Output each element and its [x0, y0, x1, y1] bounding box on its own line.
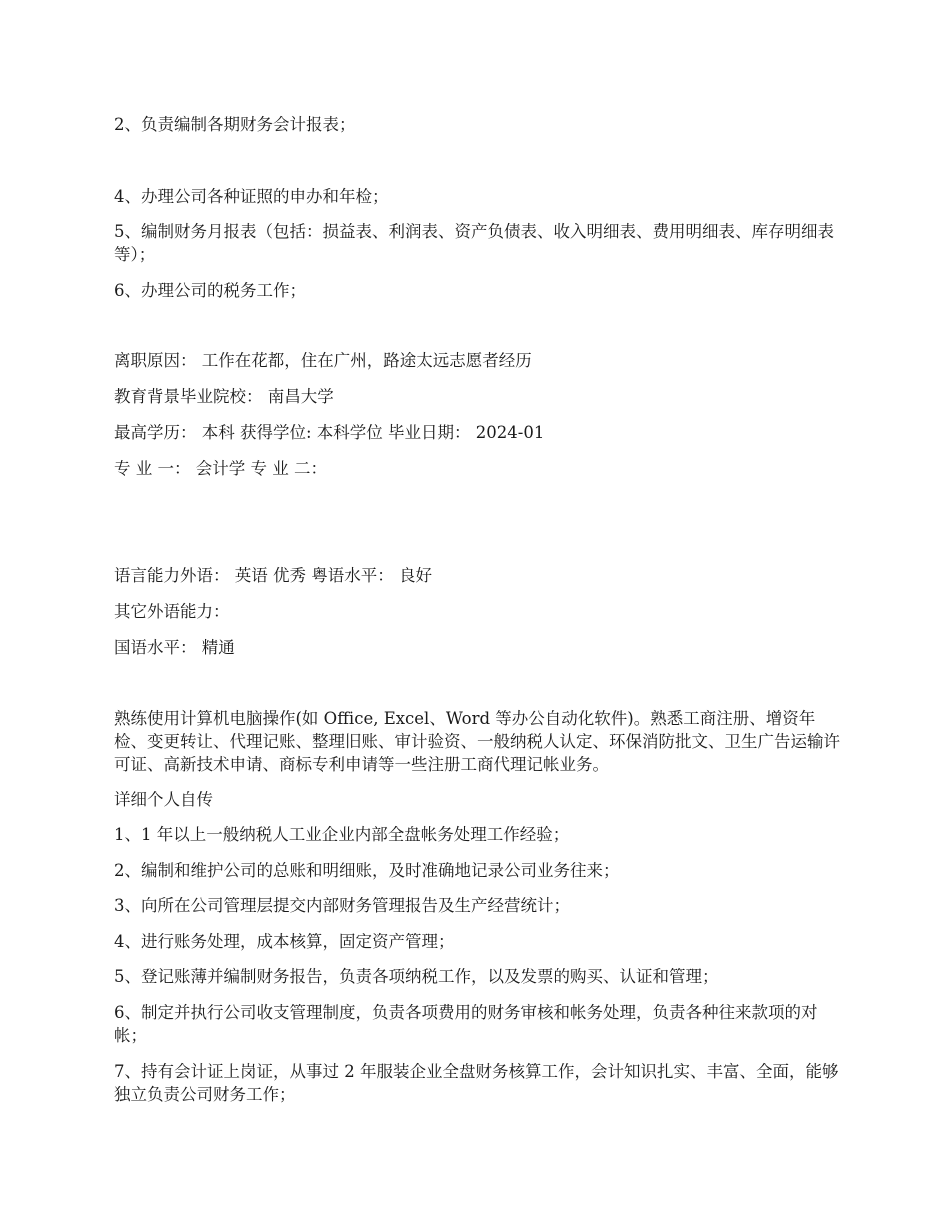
self-intro-heading: 详细个人自传 [114, 790, 213, 809]
duty-item-5: 5、编制财务月报表（包括：损益表、利润表、资产负债表、收入明细表、费用明细表、库存明细表等）； [114, 222, 834, 264]
duty-item-2: 2、负责编制各期财务会计报表； [114, 115, 356, 134]
duty-item-6: 6、办理公司的税务工作； [114, 281, 306, 300]
language-foreign: 语言能力外语： 英语 优秀 粤语水平： 良好 [114, 566, 432, 585]
skills-paragraph: 熟练使用计算机电脑操作(如 Office, Excel、Word 等办公自动化软件)。熟悉工商注册、增资年检、变更转让、代理记账、整理旧账、审计验资、一般纳税人认定、环保消防批文、卫生广告运输许可证、高新技术申请、商标专利申请等一些注册工商代理记帐业务。 [114, 709, 840, 774]
leave-reason: 离职原因： 工作在花都，住在广州，路途太远志愿者经历 [114, 351, 532, 370]
intro-item-4: 4、进行账务处理，成本核算，固定资产管理； [114, 932, 455, 951]
intro-item-5: 5、登记账薄并编制财务报告，负责各项纳税工作，以及发票的购买、认证和管理； [114, 967, 719, 986]
intro-item-1: 1、1 年以上一般纳税人工业企业内部全盘帐务处理工作经验； [114, 825, 570, 844]
education-school: 教育背景毕业院校： 南昌大学 [114, 387, 334, 406]
duty-item-4: 4、办理公司各种证照的申办和年检； [114, 187, 389, 206]
intro-item-6: 6、制定并执行公司收支管理制度，负责各项费用的财务审核和帐务处理，负责各种往来款项的对帐； [114, 1003, 818, 1045]
language-other: 其它外语能力： [114, 602, 230, 621]
intro-item-7: 7、持有会计证上岗证，从事过 2 年服装企业全盘财务核算工作，会计知识扎实、丰富、全面，能够独立负责公司财务工作； [114, 1062, 839, 1104]
intro-item-3: 3、向所在公司管理层提交内部财务管理报告及生产经营统计； [114, 896, 570, 915]
education-degree: 最高学历： 本科 获得学位: 本科学位 毕业日期： 2024-01 [114, 423, 545, 442]
intro-item-2: 2、编制和维护公司的总账和明细账，及时准确地记录公司业务往来； [114, 861, 620, 880]
majors: 专 业 一： 会计学 专 业 二： [114, 459, 327, 478]
language-mandarin: 国语水平： 精通 [114, 638, 235, 657]
